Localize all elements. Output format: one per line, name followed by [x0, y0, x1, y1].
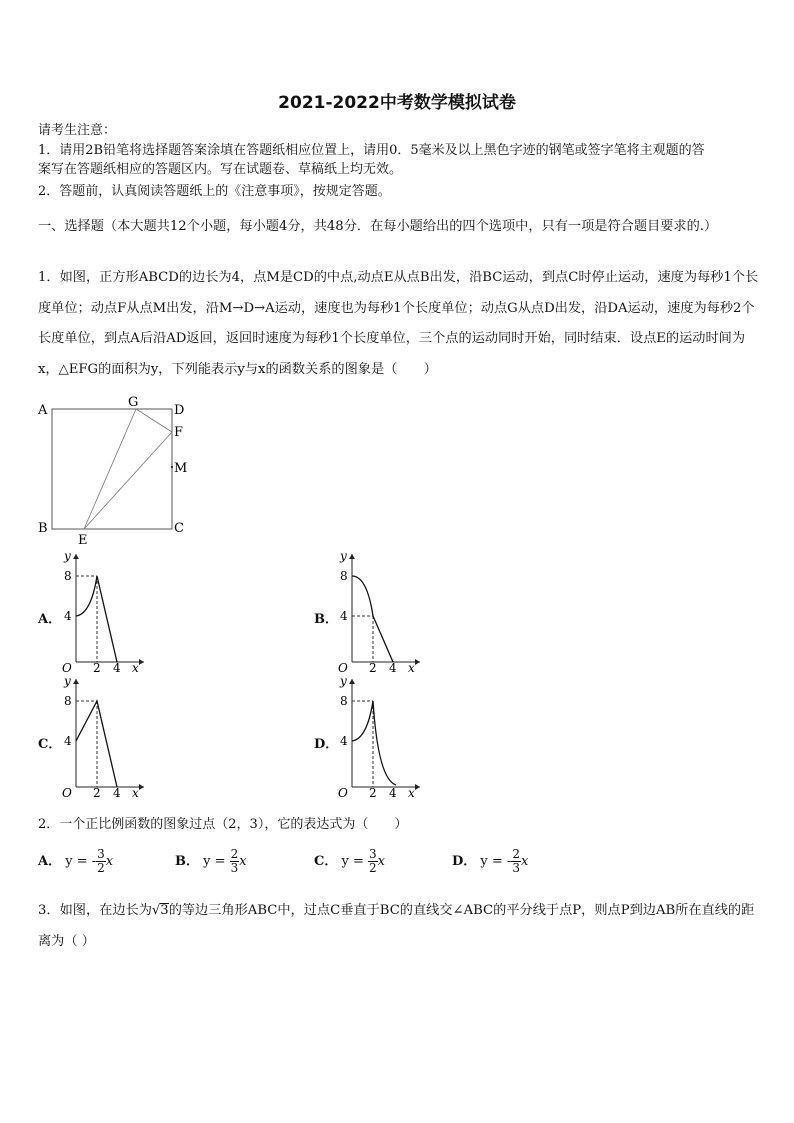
- q2-a-num: 3: [97, 847, 105, 861]
- notice-item-1b: 案写在答题纸相应的答题区内。写在试题卷、草稿纸上均无效。: [38, 162, 403, 177]
- q2-option-c-fraction: [368, 848, 378, 875]
- q1-option-a-label[interactable]: A．: [38, 612, 62, 627]
- graph-b-ymid: 4: [340, 609, 348, 623]
- graph-a-x2: 4: [113, 661, 121, 674]
- q2-option-c-label: C．: [314, 854, 338, 869]
- graph-d-ymid: 4: [340, 734, 348, 748]
- graph-b-xlab: x: [408, 661, 415, 674]
- q1-option-d-label[interactable]: D．: [314, 737, 339, 752]
- q2-a-den: 2: [97, 861, 105, 875]
- vertex-label-d: D: [174, 403, 185, 418]
- q2-option-d[interactable]: [452, 848, 528, 875]
- vertex-label-a: A: [38, 403, 48, 418]
- graph-a-x1: 2: [93, 661, 101, 674]
- graph-a-origin: O: [62, 661, 72, 674]
- question-2-text: 2．一个正比例函数的图象过点（2，3），它的表达式为（ ）: [38, 817, 408, 832]
- question-1-text: 1．如图，正方形ABCD的边长为4，点M是CD的中点,动点E从点B出发，沿BC运动，到点C时停止运动，速度为每秒1个长度单位；动点F从点M出发，沿M→D→A运动，速度也为每秒1个长度单位；动点G从点D出发，沿DA运动，速度为每秒2个长度单位，到点A后沿AD返回，返回时速度为每秒1个长度单位，三个点的运动同时开始，同时结束．设点E的运动时间为x，△EFG的面积为y，下列能表示y与x的函数关系的图象是（ ）: [38, 270, 759, 377]
- vertex-label-m: M: [174, 461, 188, 476]
- graph-b-origin: O: [338, 661, 348, 674]
- graph-c-ymid: 4: [64, 734, 72, 748]
- graph-b-ylab: y: [340, 549, 347, 563]
- q2-d-num: 2: [512, 847, 520, 861]
- graph-c-ytop: 8: [64, 694, 72, 708]
- notice-item-1a: 1．请用2B铅笔将选择题答案涂填在答题纸相应位置上，请用0．5毫米及以上黑色字迹的钢笔或签字笔将主观题的答: [38, 143, 705, 158]
- q3-pre: 3．如图，在边长为: [38, 903, 152, 918]
- graph-a-ymid: 4: [64, 609, 72, 623]
- q2-option-b-prefix: y =: [203, 854, 230, 869]
- q1-option-c-label[interactable]: C．: [38, 737, 62, 752]
- q2-option-b-label: B．: [175, 854, 199, 869]
- q1-option-b-label[interactable]: B．: [314, 612, 338, 627]
- question-1-figure: [32, 392, 202, 552]
- q2-option-a-fraction: [96, 848, 106, 875]
- graph-a-xlab: x: [132, 661, 139, 674]
- question-3-text: [38, 896, 760, 957]
- graph-c-ylab: y: [64, 674, 71, 688]
- q2-c-den: 2: [369, 861, 377, 875]
- graph-d-x1: 2: [369, 786, 377, 799]
- graph-d-x2: 4: [389, 786, 397, 799]
- section-heading: 一、选择题（本大题共12个小题，每小题4分，共48分．在每小题给出的四个选项中，只有一项是符合题目要求的.）: [38, 219, 718, 234]
- graph-b-ytop: 8: [340, 569, 348, 583]
- graph-d-xlab: x: [408, 786, 415, 799]
- graph-b-x1: 2: [369, 661, 377, 674]
- q1-option-d-graph[interactable]: [334, 673, 424, 799]
- q2-b-den: 3: [230, 861, 239, 875]
- q2-option-a[interactable]: [38, 848, 113, 875]
- q2-option-b-var: x: [239, 854, 247, 869]
- sqrt-icon: √: [151, 903, 161, 918]
- q2-b-num: 2: [230, 847, 239, 861]
- notice-heading: 请考生注意：: [38, 123, 117, 138]
- q2-option-c-prefix: y =: [341, 854, 369, 869]
- notice-item-2: 2．答题前，认真阅读答题纸上的《注意事项》，按规定答题。: [38, 184, 391, 199]
- q2-option-a-var: x: [105, 854, 114, 869]
- q1-option-a-graph[interactable]: [58, 548, 148, 674]
- graph-a-ytop: 8: [64, 569, 72, 583]
- graph-c-x1: 2: [93, 786, 101, 799]
- graph-c-xlab: x: [132, 786, 139, 799]
- graph-d-ytop: 8: [340, 694, 348, 708]
- q2-option-a-prefix: y = -: [65, 854, 97, 869]
- q2-option-d-label: D．: [452, 854, 477, 869]
- vertex-label-f: F: [174, 425, 184, 440]
- q2-option-b[interactable]: [175, 848, 247, 875]
- graph-a-ylab: y: [64, 549, 71, 563]
- q2-option-d-fraction: [511, 848, 521, 875]
- graph-d-ylab: y: [340, 674, 347, 688]
- q1-option-c-graph[interactable]: [58, 673, 148, 799]
- q2-option-d-var: x: [520, 854, 529, 869]
- q2-option-c[interactable]: [314, 848, 385, 875]
- q2-option-a-label: A．: [38, 854, 62, 869]
- graph-b-x2: 4: [389, 661, 397, 674]
- q3-post: 的等边三角形ABC中，过点C垂直于BC的直线交∠ABC的平分线于点P，则点P到边AB所在直线的距离为（ ）: [38, 903, 755, 949]
- q2-option-d-prefix: y = -: [480, 854, 512, 869]
- vertex-label-c: C: [174, 521, 184, 536]
- q2-d-den: 3: [512, 861, 520, 875]
- graph-c-origin: O: [62, 786, 72, 799]
- vertex-label-g: G: [128, 395, 139, 410]
- q2-c-num: 3: [369, 847, 377, 861]
- q2-option-c-var: x: [377, 854, 385, 869]
- q1-option-b-graph[interactable]: [334, 548, 424, 674]
- graph-d-origin: O: [338, 786, 348, 799]
- vertex-label-b: B: [38, 521, 48, 536]
- vertex-label-e: E: [78, 533, 88, 548]
- q3-radicand: 3: [160, 903, 169, 918]
- page-title: 2021-2022中考数学模拟试卷: [278, 93, 516, 113]
- q2-option-b-fraction: [230, 848, 240, 875]
- graph-c-x2: 4: [113, 786, 121, 799]
